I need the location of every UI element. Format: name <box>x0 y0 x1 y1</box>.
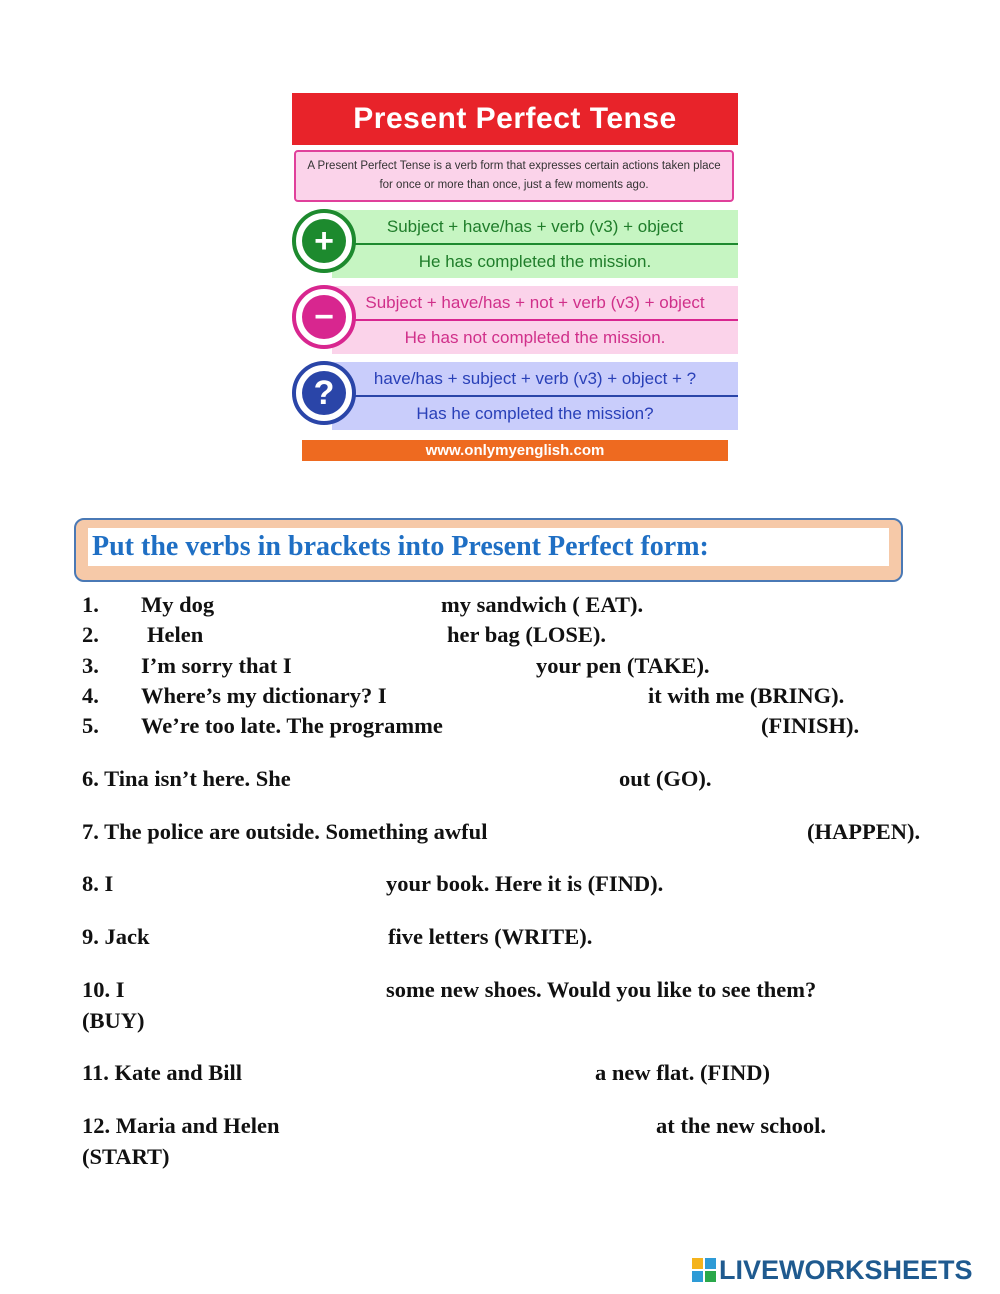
liveworksheets-logo <box>692 1254 973 1286</box>
infographic-definition: A Present Perfect Tense is a verb form that expresses certain actions taken place for once or more than once, just a few moments ago. <box>294 150 734 202</box>
plus-icon: + <box>292 209 356 273</box>
logo-mark-icon <box>692 1258 716 1282</box>
negative-example: He has not completed the mission. <box>332 321 738 354</box>
instruction-box <box>74 518 903 582</box>
question-row <box>292 360 738 432</box>
brand-text: LIVEWORKSHEETS <box>719 1254 973 1285</box>
question-example: Has he completed the mission? <box>332 397 738 430</box>
positive-example: He has completed the mission. <box>332 245 738 278</box>
question-mark-icon: ? <box>292 361 356 425</box>
positive-row <box>292 208 738 280</box>
present-perfect-infographic <box>292 93 738 463</box>
negative-formula: Subject + have/has + not + verb (v3) + object <box>332 286 738 319</box>
minus-icon: − <box>292 285 356 349</box>
infographic-title: Present Perfect Tense <box>292 93 738 145</box>
positive-formula: Subject + have/has + verb (v3) + object <box>332 210 738 243</box>
instruction-text: Put the verbs in brackets into Present Perfect form: <box>88 528 889 566</box>
source-url: www.onlymyenglish.com <box>302 440 728 461</box>
negative-row <box>292 284 738 356</box>
question-formula: have/has + subject + verb (v3) + object + ? <box>332 362 738 395</box>
